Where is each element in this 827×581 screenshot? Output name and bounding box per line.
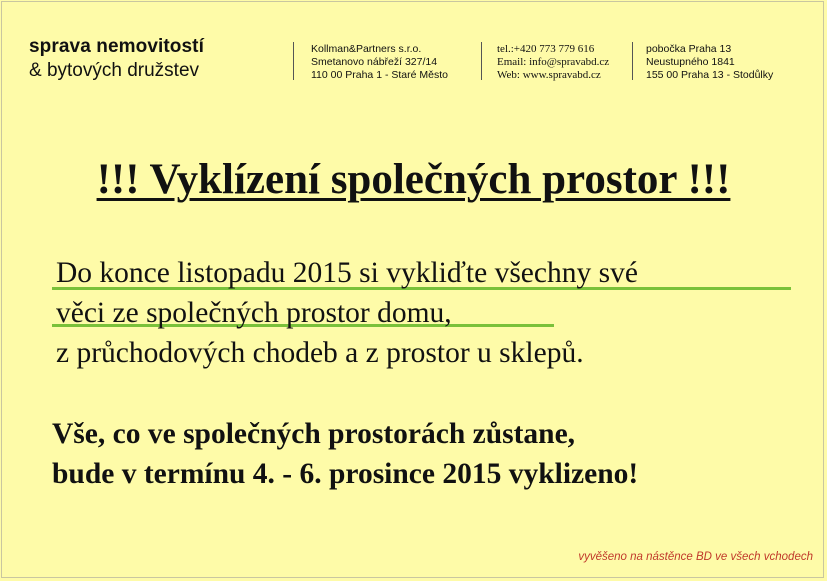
branch-city: 155 00 Praha 13 - Stodůlky bbox=[646, 69, 774, 82]
company-brand bbox=[29, 35, 204, 83]
company-city: 110 00 Praha 1 - Staré Město bbox=[311, 69, 448, 82]
contact-web: Web: www.spravabd.cz bbox=[497, 69, 601, 82]
company-name: Kollman&Partners s.r.o. bbox=[311, 43, 422, 55]
warning-line: Vše, co ve společných prostorách zůstane, bbox=[52, 418, 576, 450]
notice-body bbox=[56, 253, 638, 373]
company-street: Smetanovo nábřeží 327/14 bbox=[311, 56, 438, 69]
company-address bbox=[311, 43, 448, 83]
brand-line-2: & bytových družstev bbox=[29, 60, 200, 81]
brand-line-1: sprava nemovitostí bbox=[29, 36, 204, 57]
body-line: věci ze společných prostor domu, bbox=[56, 297, 452, 329]
body-line: z průchodových chodeb a z prostor u sklepů. bbox=[56, 337, 584, 369]
branch-name: pobočka Praha 13 bbox=[646, 43, 732, 55]
company-contact bbox=[497, 43, 609, 83]
header-divider bbox=[632, 42, 633, 80]
contact-phone: tel.:+420 773 779 616 bbox=[497, 43, 595, 55]
notice-warning bbox=[52, 414, 638, 494]
posting-footnote: vyvěšeno na nástěnce BD ve všech vchodech bbox=[578, 551, 813, 563]
header-divider bbox=[481, 42, 482, 80]
branch-street: Neustupného 1841 bbox=[646, 56, 735, 69]
header-divider bbox=[293, 42, 294, 80]
notice-title bbox=[0, 154, 827, 206]
body-line: Do konce listopadu 2015 si vykliďte všechny své bbox=[56, 257, 638, 289]
letterhead bbox=[0, 0, 827, 100]
contact-email: Email: info@spravabd.cz bbox=[497, 56, 610, 69]
notice-title-text: !!! Vyklízení společných prostor !!! bbox=[96, 156, 731, 203]
branch-address bbox=[646, 43, 773, 83]
warning-line: bude v termínu 4. - 6. prosince 2015 vyklizeno! bbox=[52, 458, 639, 490]
